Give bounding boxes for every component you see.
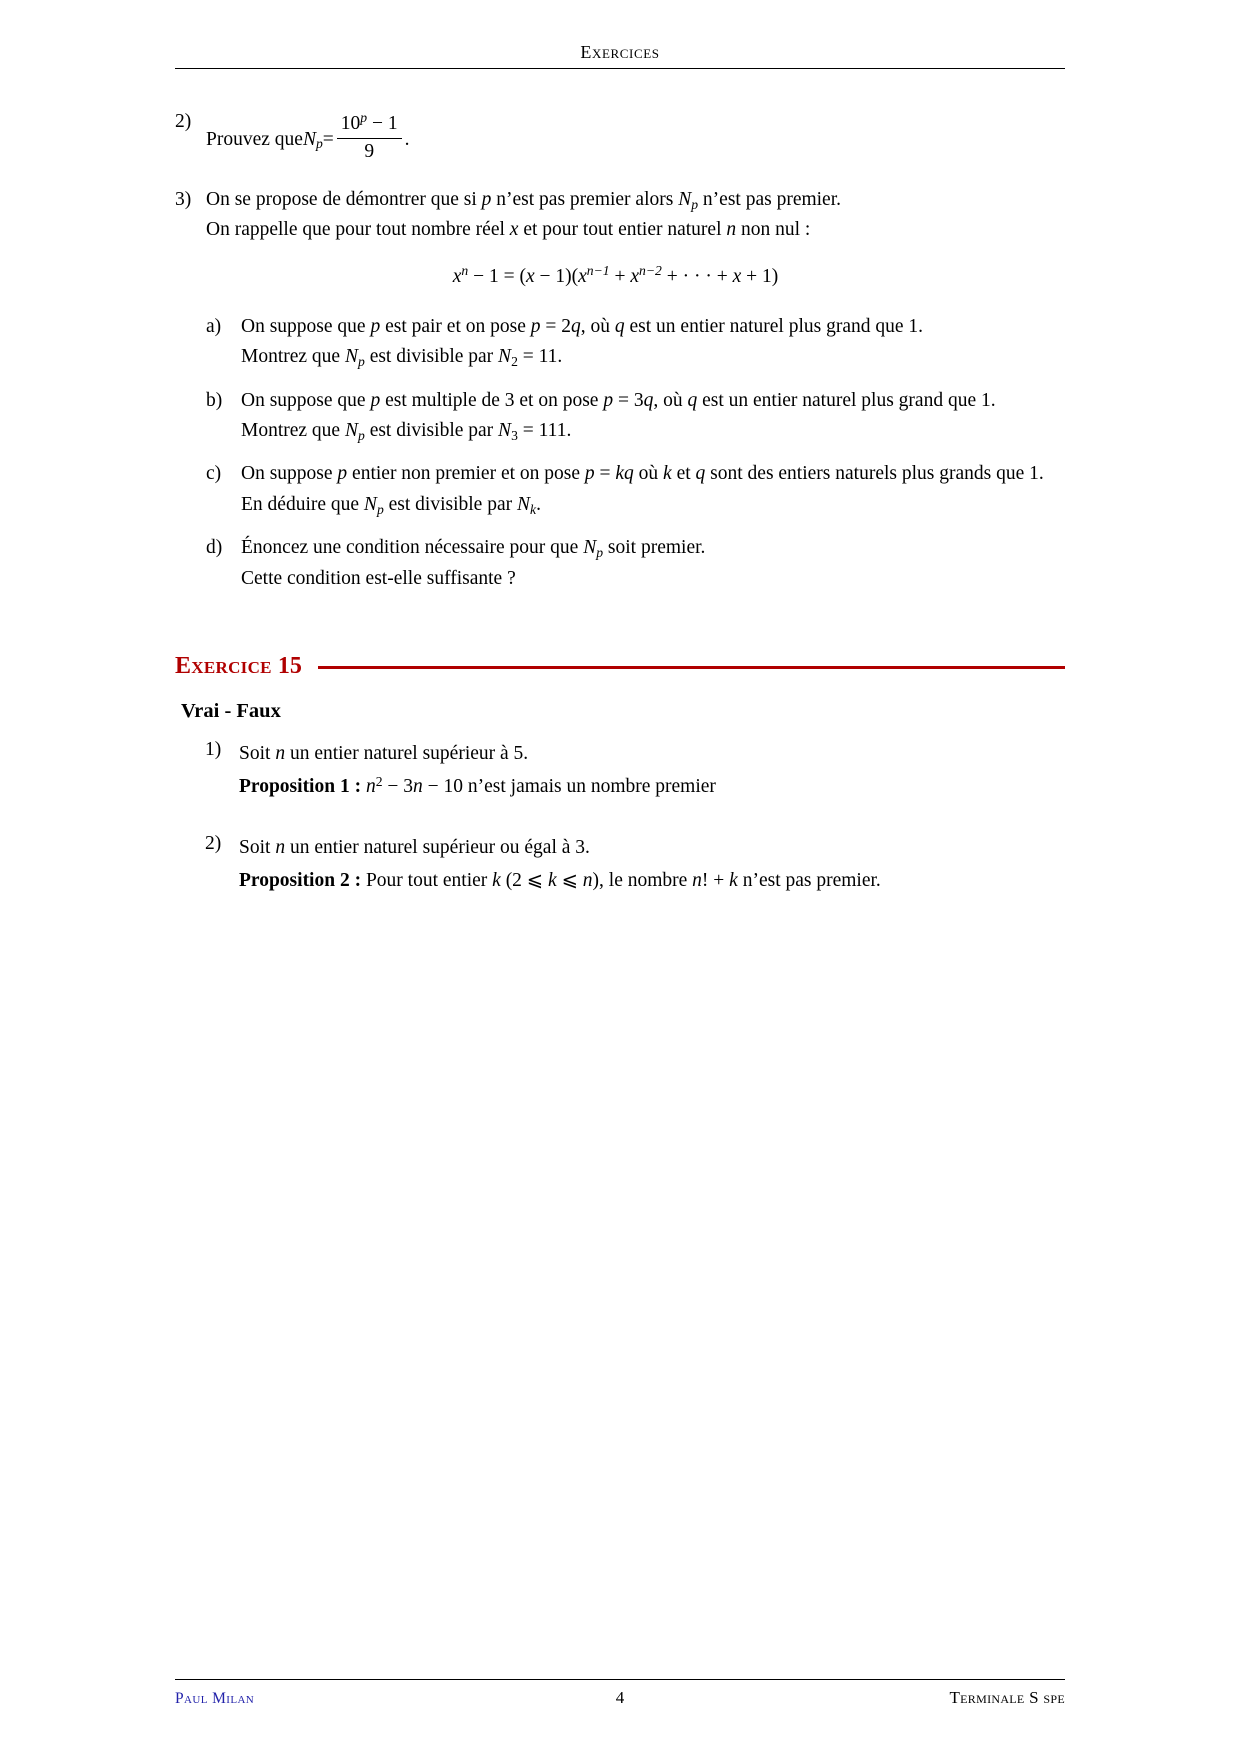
vf-item-label: 2): [205, 832, 222, 854]
footer-author: Paul Milan: [175, 1690, 255, 1707]
vrai-faux-title: Vrai - Faux: [181, 700, 281, 723]
subitem-text: On suppose que p est multiple de 3 et on pose p = 3q, où q est un entier naturel plus grand que 1.: [241, 389, 996, 411]
math-formula: $x^n - 1 = (x - 1)(x^{n-1} + x^{n-2}$ + · · · + x + 1): [452, 263, 779, 287]
subitem-text: On suppose p entier non premier et on pose p = kq où k et q sont des entiers naturels plus grands que 1.: [241, 463, 1044, 485]
exercise-item-3: [175, 185, 1065, 607]
page-header-title: Exercices: [580, 42, 660, 62]
subitem-b: [206, 386, 1065, 447]
item-label: 3): [175, 189, 192, 210]
exercise-15-heading: [175, 653, 1065, 680]
footer-course-label: Terminale S spe: [949, 1688, 1065, 1707]
vf-item-1: [205, 739, 1065, 803]
subitem-text: Montrez que $N_p$ est divisible par $N_2 = 11$.: [241, 346, 563, 370]
footer-rule: [175, 1679, 1065, 1680]
subitem-text: On suppose que p est pair et on pose p = 2q, où q est un entier naturel plus grand que 1.: [241, 315, 923, 337]
footer-page-number: 4: [615, 1688, 625, 1707]
document-body: [0, 107, 1240, 897]
exercise-number: 15: [277, 653, 302, 680]
item-label: 2): [175, 111, 192, 132]
subitem-label: d): [206, 537, 223, 559]
subitem-d: [206, 533, 1065, 594]
item-text: Prouvez que N p = $\frac{10^p - 1}{9}$ .: [206, 110, 410, 162]
page-header: [0, 0, 1240, 69]
subitem-label: a): [206, 315, 222, 337]
sublist: [206, 312, 1065, 594]
vf-item-proposition: Proposition 2 : Pour tout entier k (2 ⩽ k ⩽ n), le nombre n! + k n’est pas premier.: [239, 870, 881, 892]
subitem-c: [206, 459, 1065, 520]
vf-item-text: Soit n un entier naturel supérieur ou égal à 3.: [239, 836, 590, 858]
subitem-label: c): [206, 463, 222, 485]
page-footer: [175, 1679, 1065, 1708]
item-intro-line-1: On se propose de démontrer que si p n’est pas premier alors $N_p$ n’est pas premier.: [206, 189, 842, 213]
vf-item-label: 1): [205, 739, 222, 761]
exercise-item-2: [175, 107, 1065, 173]
exercise-word: Exercice: [175, 653, 272, 680]
subitem-text: En déduire que $N_p$ est divisible par $N_k$.: [241, 493, 541, 517]
subitem-text: Montrez que $N_p$ est divisible par $N_3 = 111$.: [241, 420, 572, 444]
subitem-text: Énoncez une condition nécessaire pour que $N_p$ soit premier.: [241, 537, 706, 561]
item-intro-line-2: On rappelle que pour tout nombre réel x et pour tout entier naturel n non nul :: [206, 219, 811, 241]
subitem-a: [206, 312, 1065, 373]
exercise-15-title: [175, 653, 302, 680]
vf-item-proposition: Proposition 1 : $n^2 - 3n - 10$ n’est jamais un nombre premier: [239, 773, 716, 798]
exercise-15-rule: [318, 666, 1065, 670]
subitem-text: Cette condition est-elle suffisante ?: [241, 567, 516, 589]
vf-item-2: [205, 833, 1065, 897]
header-rule: [175, 68, 1065, 69]
vf-item-text: Soit n un entier naturel supérieur à 5.: [239, 743, 529, 765]
subitem-label: b): [206, 389, 223, 411]
